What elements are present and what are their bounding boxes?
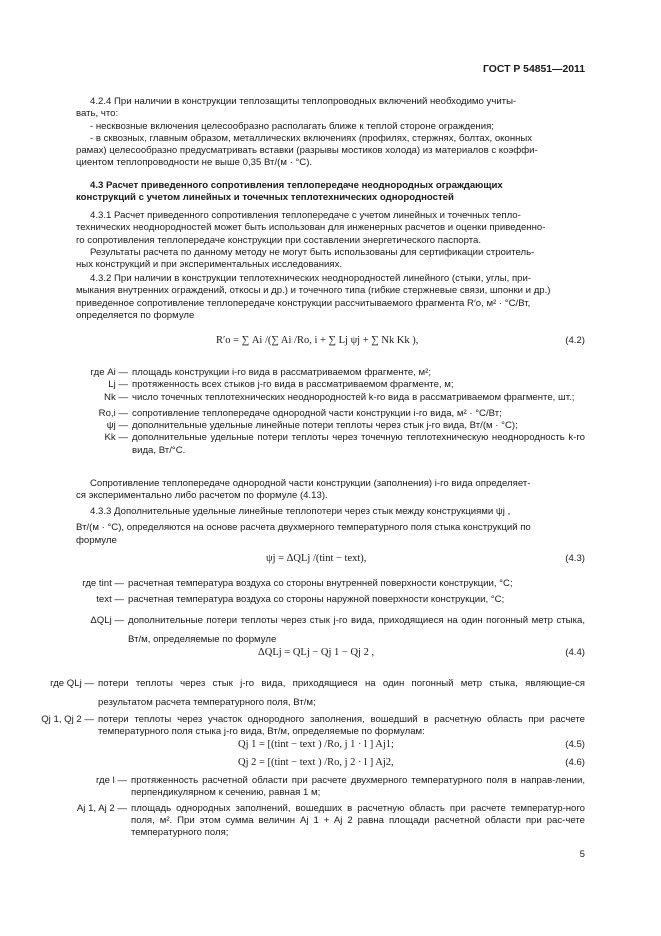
definition-term: Aj 1, Aj 2 — xyxy=(76,802,127,814)
text-line: Вт/(м · °С), определяются на основе расчета двухмерного температурного поля стыка конструкций по xyxy=(76,522,531,534)
text-line: 4.2.4 При наличии в конструкции теплозащиты теплопроводных включений необходимо учиты- xyxy=(90,96,517,107)
definition-term: ψj — xyxy=(106,420,128,432)
equation-number: (4.2) xyxy=(565,335,585,346)
definition-text: протяженность расчетной области при расчете двухмерного температурного поля в направ-лении, перпендикулярном к сечению, равная 1 м; xyxy=(131,775,585,799)
definition-text: дополнительные удельные линейные потери теплоты через стык j-го вида, Вт/(м · °С); xyxy=(132,420,518,432)
equation-4-4 xyxy=(76,644,585,668)
heading-line: 4.3 Расчет приведенного сопротивления теплопередаче неоднородных ограждающих xyxy=(90,180,503,191)
definition-term: где l — xyxy=(95,775,127,786)
text-line: го сопротивления теплопередаче конструкции при составлении энергетического паспорта. xyxy=(76,234,482,246)
equation-4-3 xyxy=(76,550,585,574)
definition-row xyxy=(0,714,585,739)
text-line: 4.3.2 При наличии в конструкции теплотехнических неоднородностей линейного (стыки, углы, при- xyxy=(90,273,532,284)
text-line: приведенное сопротивление теплопередаче конструкции рассчитываемого фрагмента R′о, м² · °С/Вт, xyxy=(76,297,531,309)
definition-text: потери теплоты через участок однородного заполнения, вошедший в расчетную область при расчете температурного поля стыка j-го вида, Вт/м, определяемые по формулам: xyxy=(98,714,585,738)
definition-row xyxy=(0,594,585,606)
definition-text: потери теплоты через стык j-го вида, приходящиеся на один погонный метр стыка, являющие-ся результатом расчета температурного поля, Вт/м; xyxy=(98,678,585,708)
text-line: мыкания внутренних ограждений, откосы и др.) и точечного типа (гибкие стержневые связи, шпонки и др.) xyxy=(76,285,551,297)
equation-formula: Qj 2 = [(tint − text ) /Rо, j 2 · l ] Aj2, xyxy=(238,757,394,768)
text-line: - в сквозных, главным образом, металлических включениях (профилях, стержнях, болтах, оконных xyxy=(90,132,533,144)
definitions-4-2 xyxy=(0,367,585,457)
definition-text: число точечных теплотехнических неоднородностей k-го вида в рассматриваемом фрагменте, шт.; xyxy=(132,391,575,403)
equation-formula: Qj 1 = [(tint − text ) /Rо, j 1 · l ] Aj1; xyxy=(238,739,394,750)
definition-term: ΔQLj — xyxy=(90,614,124,626)
text-line: ных конструкций и при экспериментальных исследованиях. xyxy=(76,259,343,271)
paragraph-after-4-2 xyxy=(76,478,585,503)
text-line: ся экспериментально либо расчетом по формуле (4.13). xyxy=(76,490,328,502)
definition-term: Kk — xyxy=(104,432,128,444)
definition-term: text — xyxy=(96,594,124,606)
equation-4-2 xyxy=(76,332,585,356)
definition-row xyxy=(0,578,585,590)
text-line: рамах) целесообразно предусматривать вставки (разрывы мостиков холода) из материалов с коэффи- xyxy=(76,145,538,157)
definitions-4-3 xyxy=(0,578,585,649)
equation-number: (4.3) xyxy=(565,553,585,564)
definition-term: Qj 1, Qj 2 — xyxy=(41,714,94,725)
definition-text: протяженность всех стыков j-го вида в рассматриваемом фрагменте, м; xyxy=(132,379,454,391)
definitions-4-4 xyxy=(0,674,585,739)
text-line: 4.3.3 Дополнительные удельные линейные теплопотери через стык между конструкциями ψj , xyxy=(90,506,511,517)
definition-row xyxy=(0,674,585,712)
definition-text: дополнительные удельные потери теплоты через точечную теплотехническую неоднородность k-го вида, Вт/°С. xyxy=(132,432,585,456)
definition-text: площадь однородных заполнений, вошедших в расчетную область при расчете температур-ного поля, м². При этом сумма величин Aj 1 + Aj 2 равна площади расчетной области при рас-чете температурного поля; xyxy=(131,802,585,839)
paragraph-4-3-1 xyxy=(76,210,585,271)
page-number: 5 xyxy=(579,849,585,860)
definition-row xyxy=(0,775,585,800)
text-line: технических неоднородностей может быть использован для инженерных расчетов и оценки приведенно- xyxy=(76,222,546,234)
text-line: - несквозные включения целесообразно располагать ближе к теплой стороне ограждения; xyxy=(90,120,494,132)
paragraph-4-2-4 xyxy=(76,96,585,170)
equation-formula: ΔQLj = QLj − Qj 1 − Qj 2 , xyxy=(258,647,375,658)
equation-number: (4.4) xyxy=(565,647,585,658)
definition-row xyxy=(0,432,585,457)
definition-row xyxy=(0,611,585,649)
definition-term: где Ai — xyxy=(90,367,128,378)
definition-row xyxy=(0,803,585,840)
document-header: ГОСТ Р 54851—2011 xyxy=(483,64,585,75)
definition-term: Lj — xyxy=(108,379,128,391)
text-line: Сопротивление теплопередаче однородной части конструкции (заполнения) i-го вида определяет- xyxy=(90,478,531,489)
section-heading-4-3 xyxy=(76,180,585,205)
definition-text: площадь конструкции i-го вида в рассматриваемом фрагменте, м²; xyxy=(132,367,432,378)
equation-number: (4.6) xyxy=(565,757,585,768)
text-line: определяется по формуле xyxy=(76,309,195,321)
definition-row xyxy=(0,367,585,379)
definition-row xyxy=(0,420,585,432)
definition-text: сопротивление теплопередаче однородной части конструкции i-го вида, м² · °С/Вт; xyxy=(132,407,502,419)
definition-text: дополнительные потери теплоты через стык j-го вида, приходящиеся на один погонный метр стыка, Вт/м, определяемые по формуле xyxy=(128,614,585,645)
text-line: 4.3.1 Расчет приведенного сопротивления теплопередаче с учетом линейных и точечных тепло- xyxy=(90,210,521,221)
definition-row xyxy=(0,408,585,420)
equation-formula: ψj = ΔQLj /(tint − text), xyxy=(266,553,367,564)
text-line: формуле xyxy=(76,534,117,546)
definition-row xyxy=(0,379,585,391)
definitions-4-6 xyxy=(0,775,585,839)
paragraph-4-3-3 xyxy=(76,506,585,547)
text-line: Результаты расчета по данному методу не могут быть использованы для сертификации строитель- xyxy=(90,246,535,258)
paragraph-4-3-2 xyxy=(76,273,585,322)
definition-term: где QLj — xyxy=(50,678,94,689)
definition-row xyxy=(0,392,585,404)
text-line: вать, что: xyxy=(76,108,119,120)
definition-term: Rо,i — xyxy=(98,407,128,419)
definition-term: Nk — xyxy=(104,391,128,403)
definition-text: расчетная температура воздуха со стороны наружной поверхности конструкции, °С; xyxy=(128,594,505,606)
equation-number: (4.5) xyxy=(565,739,585,750)
text-line: циентом теплопроводности не выше 0,35 Вт/(м · °С). xyxy=(76,157,313,169)
definition-term: где tint — xyxy=(82,578,124,589)
definition-text: расчетная температура воздуха со стороны внутренней поверхности конструкции, °С; xyxy=(128,578,513,589)
heading-line: конструкций с учетом линейных и точечных теплотехнических однородностей xyxy=(76,192,454,204)
equation-formula: R′о = ∑ Ai /(∑ Ai /Rо, i + ∑ Lj ψj + ∑ Nk Kk ), xyxy=(216,335,419,346)
